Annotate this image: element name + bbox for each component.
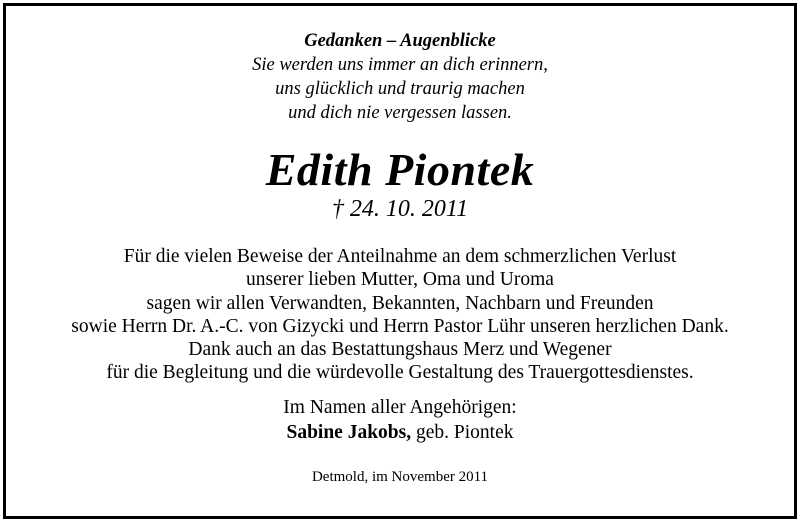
signature-intro: Im Namen aller Angehörigen:	[283, 397, 517, 418]
poem	[0, 29, 800, 125]
thanks-line: unserer lieben Mutter, Oma und Uroma	[246, 269, 554, 291]
poem-line: Sie werden uns immer an dich erinnern,	[252, 55, 548, 75]
thanks-line: Dank auch an das Bestattungshaus Merz und Wegener	[188, 339, 612, 361]
poem-line: uns glücklich und traurig machen	[275, 79, 525, 99]
thanks-line: sowie Herrn Dr. A.-C. von Gizycki und Herrn Pastor Lühr unseren herzlichen Dank.	[71, 315, 729, 337]
deceased-name: Edith Piontek	[265, 144, 535, 195]
thanks-line: sagen wir allen Verwandten, Bekannten, Nachbarn und Freunden	[146, 292, 654, 314]
poem-line: und dich nie vergessen lassen.	[288, 103, 512, 123]
place-date: Detmold, im November 2011	[311, 469, 489, 485]
signer-name: Sabine Jakobs,	[286, 422, 412, 443]
signature-line	[0, 420, 800, 445]
thanks-line: Für die vielen Beweise der Anteilnahme an dem schmerzlichen Verlust	[123, 246, 677, 267]
death-date: † 24. 10. 2011	[331, 196, 469, 222]
signer-maiden-name: geb. Piontek	[411, 422, 514, 443]
thanks-text	[0, 245, 800, 385]
signature	[0, 395, 800, 445]
poem-title: Gedanken – Augenblicke	[304, 31, 496, 51]
thanks-line: für die Begleitung und die würdevolle Gestaltung des Trauergottesdienstes.	[106, 362, 694, 384]
